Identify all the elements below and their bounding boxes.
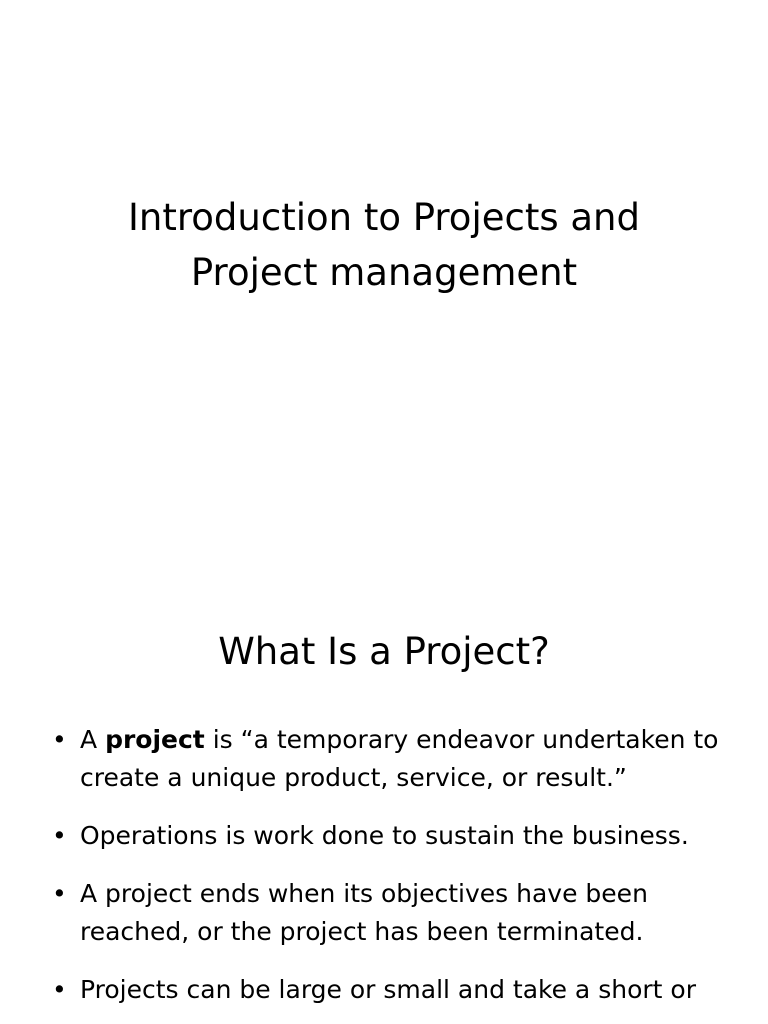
bullet-dot: • xyxy=(52,975,67,1004)
bullet-text: Operations is work done to sustain the business. xyxy=(80,821,689,850)
slide-title-line-2: Project management xyxy=(190,251,578,294)
bullet-item xyxy=(0,721,768,797)
slide-heading: What Is a Project? xyxy=(218,630,550,673)
bullet-item xyxy=(0,875,768,951)
bullet-dot: • xyxy=(52,879,67,908)
bullet-bold-term: project xyxy=(105,725,205,754)
slide-title-line-1: Introduction to Projects and xyxy=(128,196,640,239)
bullet-list xyxy=(0,721,768,1024)
content-slide xyxy=(0,576,768,1024)
bullet-text: Projects can be large or small and take a short or xyxy=(80,975,696,1004)
bullet-text: is “a temporary endeavor undertaken to create a unique product, service, or result.” xyxy=(80,725,719,792)
bullet-prefix: A xyxy=(80,725,106,754)
bullet-dot: • xyxy=(52,725,67,754)
bullet-dot: • xyxy=(52,821,67,850)
bullet-item xyxy=(0,817,768,855)
bullet-text: A project ends when its objectives have been reached, or the project has been terminated. xyxy=(80,879,648,946)
bullet-item xyxy=(0,971,768,1009)
slide-title xyxy=(0,190,768,300)
